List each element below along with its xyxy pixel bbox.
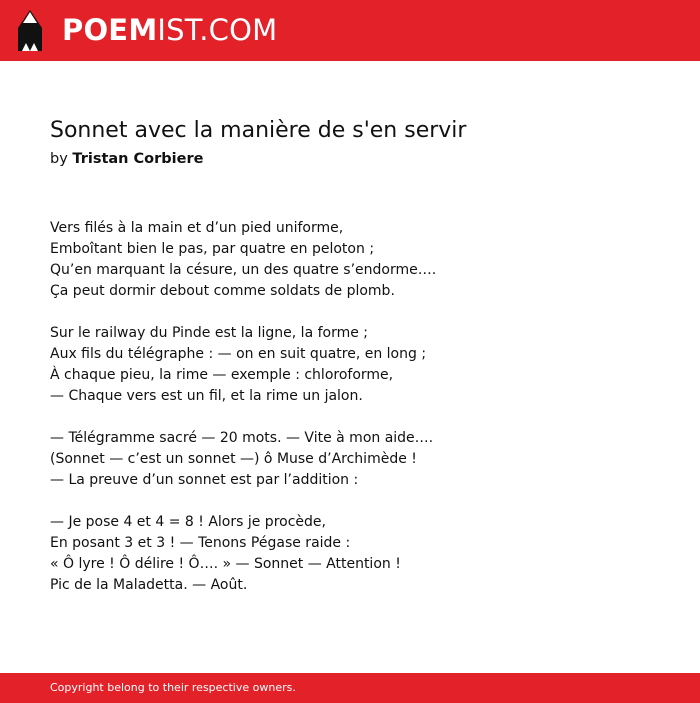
verse-line: Qu’en marquant la césure, un des quatre s’endorme…. xyxy=(50,262,437,278)
by-label: by xyxy=(50,151,68,167)
site-logo-text[interactable] xyxy=(62,13,277,47)
verse-line: Sur le railway du Pinde est la ligne, la forme ; xyxy=(50,325,369,341)
verse-line: Aux fils du télégraphe : — on en suit quatre, en long ; xyxy=(50,346,427,362)
stanza-4 xyxy=(50,512,670,596)
verse-line: En posant 3 et 3 ! — Tenons Pégase raide : xyxy=(50,535,351,551)
verse-line: Pic de la Maladetta. — Août. xyxy=(50,577,248,593)
byline xyxy=(50,149,203,169)
stanza-3 xyxy=(50,428,670,491)
verse-line: — La preuve d’un sonnet est par l’addition : xyxy=(50,472,359,488)
verse-line: — Je pose 4 et 4 = 8 ! Alors je procède, xyxy=(50,514,326,530)
verse-line: — Télégramme sacré — 20 mots. — Vite à mon aide…. xyxy=(50,430,434,446)
site-footer xyxy=(0,673,700,703)
verse-line: Emboîtant bien le pas, par quatre en peloton ; xyxy=(50,241,375,257)
poem-title: Sonnet avec la manière de s'en servir xyxy=(50,118,467,143)
copyright-notice: Copyright belong to their respective owners. xyxy=(50,681,296,694)
verse-line: « Ô lyre ! Ô délire ! Ô…. » — Sonnet — Attention ! xyxy=(50,556,401,572)
author-name: Tristan Corbiere xyxy=(72,151,204,167)
stanza-1 xyxy=(50,218,670,302)
verse-line: À chaque pieu, la rime — exemple : chloroforme, xyxy=(50,367,394,383)
verse-line: (Sonnet — c’est un sonnet —) ô Muse d’Archimède ! xyxy=(50,451,417,467)
pencil-logo-icon[interactable] xyxy=(18,10,42,51)
site-header xyxy=(0,0,700,61)
logo-light-part: IST.COM xyxy=(157,13,278,47)
verse-line: Vers filés à la main et d’un pied uniforme, xyxy=(50,220,344,236)
logo-bold-part: POEM xyxy=(62,13,158,47)
stanza-2 xyxy=(50,323,670,407)
verse-line: Ça peut dormir debout comme soldats de plomb. xyxy=(50,283,395,299)
poem-body xyxy=(50,218,670,617)
verse-line: — Chaque vers est un fil, et la rime un jalon. xyxy=(50,388,363,404)
